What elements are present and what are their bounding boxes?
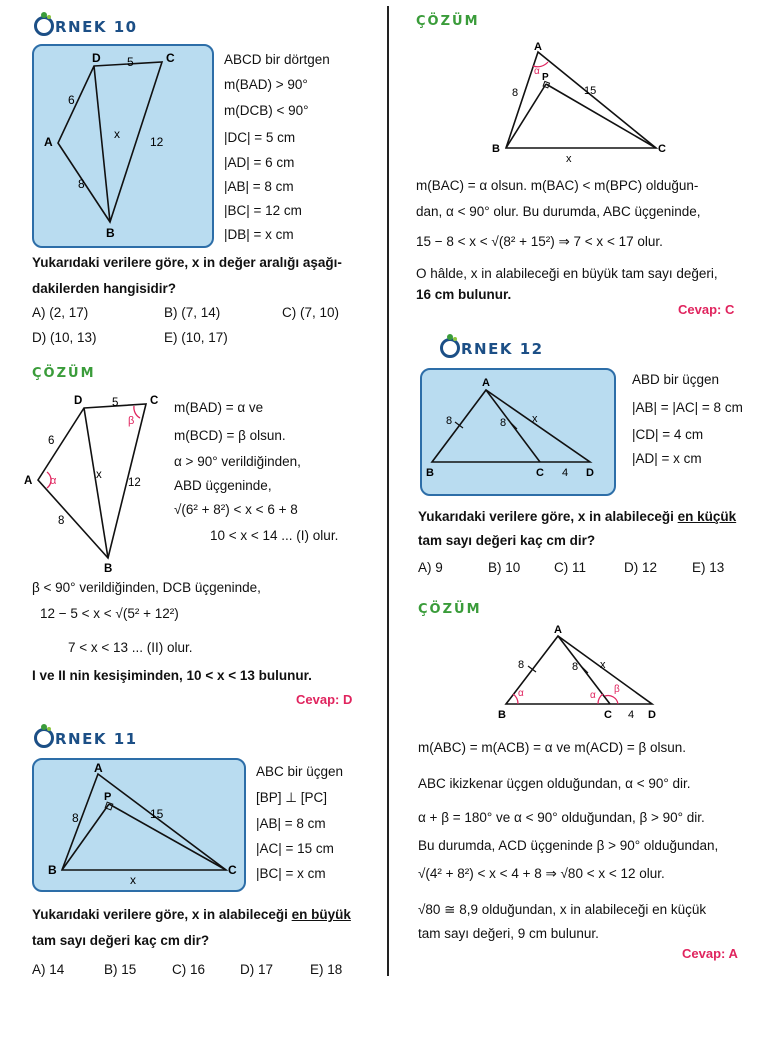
ornek11-option-b[interactable]: B) 15 — [104, 962, 137, 977]
ornek10-given-2: m(DCB) < 90° — [224, 103, 309, 118]
ornek12-given-0: ABD bir üçgen — [632, 372, 720, 387]
ornek11-question-line-0: Yukarıdaki verilere göre, x in alabileceği en büyük — [32, 907, 351, 922]
ornek11-label-P: P — [104, 791, 112, 803]
ornek11-label-15: 15 — [150, 807, 164, 821]
ornek12-figure-box — [420, 368, 616, 496]
cozum10-line2-0: β < 90° verildiğinden, DCB üçgeninde, — [32, 580, 261, 595]
ornek-logo-icon — [34, 16, 54, 36]
cozum12-line-3: Bu durumda, ACD üçgeninde β > 90° olduğundan, — [418, 838, 719, 853]
ornek10-given-3: |DC| = 5 cm — [224, 130, 296, 145]
cozum12-label-x: x — [600, 659, 606, 671]
cozum11-label-P: P — [542, 72, 549, 83]
ornek10-label-5: 5 — [127, 55, 134, 69]
cozum12-label-D: D — [648, 709, 656, 721]
ornek10-given-6: |BC| = 12 cm — [224, 203, 302, 218]
cozum11-title: ÇÖZÜM — [416, 14, 480, 29]
cozum10-line-2: α > 90° verildiğinden, — [174, 454, 301, 469]
cozum10-line-4: √(6² + 8²) < x < 6 + 8 — [174, 502, 298, 517]
cozum10-label-D: D — [74, 395, 83, 407]
cozum12-label-4: 4 — [628, 709, 635, 721]
cozum10-line2-2: 7 < x < 13 ... (II) olur. — [68, 640, 193, 655]
ornek10-title: RNEK 10 — [34, 16, 138, 36]
ornek12-given-2: |CD| = 4 cm — [632, 427, 704, 442]
ornek11-option-c[interactable]: C) 16 — [172, 962, 206, 977]
ornek12-label-4: 4 — [562, 467, 569, 479]
ornek10-label-B: B — [106, 226, 115, 240]
column-divider — [387, 6, 389, 976]
cozum12-label-A: A — [554, 624, 562, 636]
cozum10-label-8: 8 — [58, 515, 65, 527]
ornek12-question-line-1: tam sayı değeri kaç cm dir? — [418, 533, 596, 548]
ornek11-label-A: A — [94, 761, 103, 775]
cozum10-label-B: B — [104, 563, 113, 572]
cozum11-triangle-diagram — [488, 40, 668, 164]
ornek10-option-d[interactable]: D) (10, 13) — [32, 330, 97, 345]
cozum11-answer: Cevap: C — [678, 302, 735, 317]
cozum10-label-beta: β — [128, 415, 135, 427]
cozum11-label-C: C — [658, 143, 666, 155]
ornek12-label-x: x — [532, 413, 538, 425]
ornek11-given-2: |AB| = 8 cm — [256, 816, 326, 831]
cozum12-label-C: C — [604, 709, 612, 721]
ornek11-label-x: x — [130, 873, 136, 887]
ornek11-option-a[interactable]: A) 14 — [32, 962, 65, 977]
ornek10-question-line-1: dakilerden hangisidir? — [32, 281, 177, 296]
ornek12-option-b[interactable]: B) 10 — [488, 560, 521, 575]
ornek11-given-1: [BP] ⊥ [PC] — [256, 790, 328, 805]
cozum12-line-0: m(ABC) = m(ACB) = α ve m(ACD) = β olsun. — [418, 740, 686, 755]
ornek10-question-line-0: Yukarıdaki verilere göre, x in değer aralığı aşağı- — [32, 255, 342, 270]
ornek11-question-line-1: tam sayı değeri kaç cm dir? — [32, 933, 210, 948]
ornek12-label-8a: 8 — [446, 415, 453, 427]
ornek10-given-4: |AD| = 6 cm — [224, 155, 295, 170]
ornek11-triangle-diagram — [34, 760, 244, 890]
cozum10-label-x: x — [96, 469, 102, 481]
ornek12-given-3: |AD| = x cm — [632, 451, 702, 466]
cozum11-label-8: 8 — [512, 87, 519, 99]
cozum11-label-B: B — [492, 143, 500, 155]
cozum12-line-1: ABC ikizkenar üçgen olduğundan, α < 90° dir. — [418, 776, 691, 791]
ornek10-figure-box — [32, 44, 214, 248]
cozum11-label-alpha: α — [534, 66, 540, 77]
cozum12-label-8a: 8 — [518, 659, 525, 671]
ornek10-given-1: m(BAD) > 90° — [224, 77, 308, 92]
ornek12-option-d[interactable]: D) 12 — [624, 560, 658, 575]
ornek11-label-B: B — [48, 863, 57, 877]
ornek10-given-5: |AB| = 8 cm — [224, 179, 294, 194]
cozum12-label-beta: β — [614, 684, 620, 695]
ornek10-label-A: A — [44, 135, 53, 149]
ornek12-given-1: |AB| = |AC| = 8 cm — [632, 400, 743, 415]
ornek11-title: RNEK 11 — [34, 728, 138, 748]
cozum12-triangle-diagram — [492, 622, 672, 722]
cozum10-line-0: m(BAD) = α ve — [174, 400, 264, 415]
ornek10-label-6: 6 — [68, 93, 75, 107]
cozum10-line2-1: 12 − 5 < x < √(5² + 12²) — [40, 606, 179, 621]
ornek-logo-icon — [34, 728, 54, 748]
cozum10-title: ÇÖZÜM — [32, 366, 96, 381]
ornek12-label-C: C — [536, 467, 544, 479]
ornek-logo-icon — [440, 338, 460, 358]
cozum11-label-A: A — [534, 41, 542, 53]
cozum10-line-3: ABD üçgeninde, — [174, 478, 272, 493]
cozum10-label-12: 12 — [128, 477, 141, 489]
cozum10-conclusion: I ve II nin kesişiminden, 10 < x < 13 bulunur. — [32, 668, 312, 683]
cozum10-line-5: 10 < x < 14 ... (I) olur. — [210, 528, 339, 543]
ornek12-label-A: A — [482, 377, 490, 389]
cozum10-answer: Cevap: D — [296, 692, 353, 707]
ornek12-question-line-0: Yukarıdaki verilere göre, x in alabileceği en küçük — [418, 509, 737, 524]
ornek11-given-3: |AC| = 15 cm — [256, 841, 334, 856]
ornek12-triangle-diagram — [422, 370, 614, 494]
ornek12-option-c[interactable]: C) 11 — [554, 560, 587, 575]
ornek10-label-8: 8 — [78, 177, 85, 191]
cozum12-line-4: √(4² + 8²) < x < 4 + 8 ⇒ √80 < x < 12 olur. — [418, 866, 665, 881]
cozum10-line-1: m(BCD) = β olsun. — [174, 428, 286, 443]
ornek12-option-e[interactable]: E) 13 — [692, 560, 725, 575]
cozum12-answer: Cevap: A — [682, 946, 738, 961]
cozum11-line2-1: 16 cm bulunur. — [416, 287, 512, 302]
ornek10-label-D: D — [92, 51, 101, 65]
ornek11-figure-box — [32, 758, 246, 892]
cozum11-line-2: 15 − 8 < x < √(8² + 15²) ⇒ 7 < x < 17 olur. — [416, 234, 663, 249]
ornek12-title: RNEK 12 — [440, 338, 544, 358]
cozum10-quadrilateral-diagram — [20, 392, 170, 572]
cozum12-line-6: tam sayı değeri, 9 cm bulunur. — [418, 926, 599, 941]
cozum12-label-alpha1: α — [518, 688, 524, 699]
cozum10-label-C: C — [150, 395, 159, 407]
cozum12-line-2: α + β = 180° ve α < 90° olduğundan, β > 90° dir. — [418, 810, 705, 825]
ornek12-label-8b: 8 — [500, 417, 507, 429]
ornek10-option-a[interactable]: A) (2, 17) — [32, 305, 89, 320]
ornek10-given-0: ABCD bir dörtgen — [224, 52, 330, 67]
ornek10-label-12: 12 — [150, 135, 164, 149]
ornek10-option-c[interactable]: C) (7, 10) — [282, 305, 340, 320]
ornek10-label-x: x — [114, 127, 120, 141]
cozum11-line-1: dan, α < 90° olur. Bu durumda, ABC üçgeninde, — [416, 204, 701, 219]
cozum12-line-5: √80 ≅ 8,9 olduğundan, x in alabileceği en küçük — [418, 902, 707, 917]
cozum11-label-15: 15 — [584, 85, 597, 97]
ornek12-option-a[interactable]: A) 9 — [418, 560, 443, 575]
ornek10-option-b[interactable]: B) (7, 14) — [164, 305, 221, 320]
cozum10-label-5: 5 — [112, 397, 119, 409]
cozum11-label-x: x — [566, 153, 572, 164]
cozum12-label-8b: 8 — [572, 661, 579, 673]
ornek10-label-C: C — [166, 51, 175, 65]
ornek10-given-7: |DB| = x cm — [224, 227, 294, 242]
ornek12-label-B: B — [426, 467, 434, 479]
cozum10-label-alpha: α — [50, 475, 57, 487]
ornek11-given-4: |BC| = x cm — [256, 866, 326, 881]
ornek11-label-C: C — [228, 863, 237, 877]
cozum12-title: ÇÖZÜM — [418, 602, 482, 617]
cozum10-label-A: A — [24, 475, 33, 487]
cozum10-label-6: 6 — [48, 435, 55, 447]
cozum11-line-0: m(BAC) = α olsun. m(BAC) < m(BPC) olduğun- — [416, 178, 699, 193]
ornek10-option-e[interactable]: E) (10, 17) — [164, 330, 228, 345]
ornek11-option-d[interactable]: D) 17 — [240, 962, 274, 977]
cozum12-label-B: B — [498, 709, 506, 721]
ornek12-label-D: D — [586, 467, 594, 479]
ornek11-option-e[interactable]: E) 18 — [310, 962, 343, 977]
ornek10-quadrilateral-diagram — [34, 46, 212, 246]
cozum11-line2-0: O hâlde, x in alabileceği en büyük tam sayı değeri, — [416, 266, 718, 281]
cozum12-label-alpha2: α — [590, 690, 596, 701]
ornek11-label-8: 8 — [72, 811, 79, 825]
ornek11-given-0: ABC bir üçgen — [256, 764, 344, 779]
